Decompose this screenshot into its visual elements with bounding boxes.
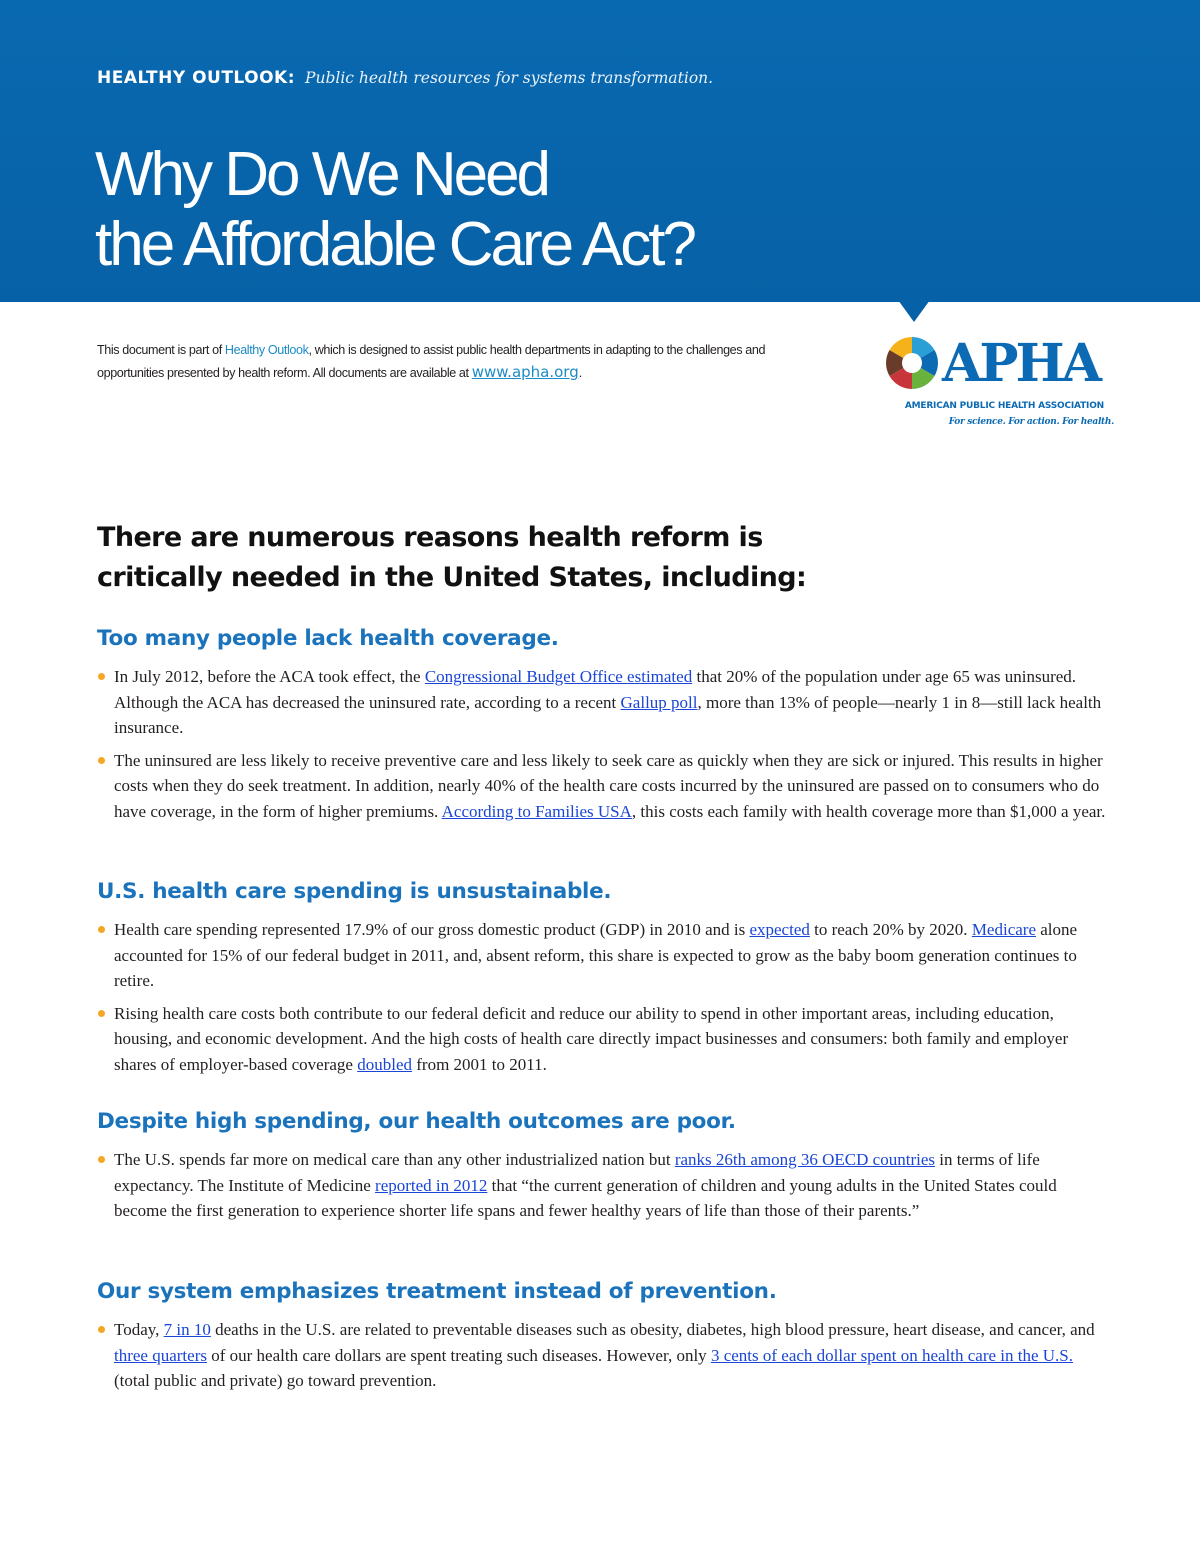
bullet-text: In July 2012, before the ACA took effect, the bbox=[114, 667, 425, 686]
section-coverage bbox=[97, 622, 1107, 831]
apha-website-link[interactable]: www.apha.org bbox=[471, 363, 579, 381]
bullet-item bbox=[97, 917, 1107, 994]
iom-report-link[interactable]: reported in 2012 bbox=[375, 1175, 488, 1195]
apha-organization-name: AMERICAN PUBLIC HEALTH ASSOCIATION bbox=[904, 401, 1104, 411]
bullet-text: , this costs each family with health coverage more than $1,000 a year. bbox=[631, 801, 1106, 821]
series-description: Public health resources for systems transformation. bbox=[305, 69, 714, 87]
bullet-text: Health care spending represented 17.9% of our gross domestic product (GDP) in 2010 and is bbox=[114, 920, 750, 939]
bullet-text: Rising health care costs both contribute to our federal deficit and reduce our ability to spend in other important areas, including education, housing, and economic development. And the high costs of health care directly impact businesses and consumers: both family and employer shares of employer-based coverage bbox=[114, 1003, 1069, 1074]
apha-wordmark: APHA bbox=[942, 333, 1099, 394]
doubled-link[interactable]: doubled bbox=[357, 1054, 412, 1074]
bullet-item bbox=[97, 664, 1107, 741]
apha-motto: For science. For action. For health. bbox=[948, 417, 1114, 427]
healthy-outlook-highlight: Healthy Outlook bbox=[224, 343, 309, 357]
bullet-text: in terms of life expectancy. The Institute of Medicine bbox=[114, 1150, 1040, 1195]
bullet-list bbox=[97, 917, 1107, 1077]
bullet-item bbox=[97, 1001, 1107, 1078]
bullet-text: that 20% of the population under age 65 was uninsured. Although the ACA has decreased the uninsured rate, according to a recent bbox=[114, 667, 1077, 712]
main-headline-line-2: critically needed in the United States, including: bbox=[97, 562, 807, 593]
bullet-item bbox=[97, 1147, 1107, 1224]
page-title-line-2: the Affordable Care Act? bbox=[95, 210, 694, 279]
series-label: HEALTHY OUTLOOK: bbox=[97, 68, 296, 88]
three-quarters-link[interactable]: three quarters bbox=[114, 1345, 207, 1365]
oecd-ranking-link[interactable]: ranks 26th among 36 OECD countries bbox=[674, 1150, 935, 1169]
intro-text: . bbox=[578, 366, 582, 380]
bullet-text: (total public and private) go toward prevention. bbox=[114, 1371, 437, 1390]
bullet-text: The uninsured are less likely to receive preventive care and less likely to seek care as quickly when they are sick or injured. This results in higher costs when they do seek treatment. In addition, nearly 40% of the health care costs incurred by the uninsured are passed on to consumers who do have coverage, in the form of higher premiums. bbox=[114, 750, 1103, 821]
cbo-estimate-link[interactable]: Congressional Budget Office estimated bbox=[424, 667, 693, 686]
apha-logo bbox=[884, 333, 1114, 433]
series-tagline bbox=[97, 68, 713, 88]
gallup-poll-link[interactable]: Gallup poll bbox=[620, 692, 698, 712]
bullet-text: , more than 13% of people—nearly 1 in 8—still lack health insurance. bbox=[114, 692, 1102, 737]
bullet-text: from 2001 to 2011. bbox=[412, 1054, 547, 1074]
expected-link[interactable]: expected bbox=[749, 920, 810, 939]
three-cents-link[interactable]: 3 cents of each dollar spent on health care in the U.S. bbox=[710, 1345, 1074, 1365]
section-spending bbox=[97, 875, 1107, 1084]
main-headline bbox=[97, 518, 997, 598]
intro-text: , which is designed to assist public health departments in adapting to the challenges and opportunities presented by health reform. All documents are available at bbox=[97, 343, 766, 380]
section-heading: Too many people lack health coverage. bbox=[97, 626, 559, 651]
families-usa-link[interactable]: According to Families USA bbox=[441, 801, 632, 821]
main-headline-line-1: There are numerous reasons health reform is bbox=[97, 522, 763, 553]
bullet-item bbox=[97, 748, 1107, 825]
bullet-list bbox=[97, 1317, 1107, 1394]
bullet-text: that “the current generation of children and young adults in the United States could become the first generation to experience shorter life spans and fewer healthy years of life than those of their parents.” bbox=[114, 1175, 1057, 1220]
bullet-list bbox=[97, 1147, 1107, 1224]
page-title-line-1: Why Do We Need bbox=[95, 140, 549, 209]
medicare-link[interactable]: Medicare bbox=[971, 920, 1036, 939]
bullet-text: The U.S. spends far more on medical care than any other industrialized nation but bbox=[114, 1150, 675, 1169]
bullet-text: alone accounted for 15% of our federal budget in 2011, and, absent reform, this share is expected to grow as the baby boom generation continues to retire. bbox=[114, 920, 1078, 990]
intro-text: This document is part of bbox=[97, 343, 225, 357]
apha-pinwheel-icon bbox=[884, 335, 940, 391]
section-heading: U.S. health care spending is unsustainable. bbox=[97, 879, 612, 904]
bullet-text: of our health care dollars are spent treating such diseases. However, only bbox=[206, 1345, 711, 1365]
section-heading: Our system emphasizes treatment instead of prevention. bbox=[97, 1279, 777, 1304]
section-outcomes bbox=[97, 1105, 1107, 1231]
bullet-item bbox=[97, 1317, 1107, 1394]
page-title bbox=[95, 140, 694, 280]
bullet-text: Today, bbox=[114, 1320, 164, 1339]
intro-paragraph bbox=[97, 339, 797, 384]
banner-pointer bbox=[898, 300, 930, 322]
bullet-list bbox=[97, 664, 1107, 824]
bullet-text: to reach 20% by 2020. bbox=[809, 920, 972, 939]
bullet-text: deaths in the U.S. are related to preventable diseases such as obesity, diabetes, high blood pressure, heart disease, and cancer, and bbox=[210, 1320, 1095, 1339]
section-heading: Despite high spending, our health outcomes are poor. bbox=[97, 1109, 736, 1134]
seven-in-ten-link[interactable]: 7 in 10 bbox=[163, 1320, 211, 1339]
section-prevention bbox=[97, 1275, 1107, 1401]
